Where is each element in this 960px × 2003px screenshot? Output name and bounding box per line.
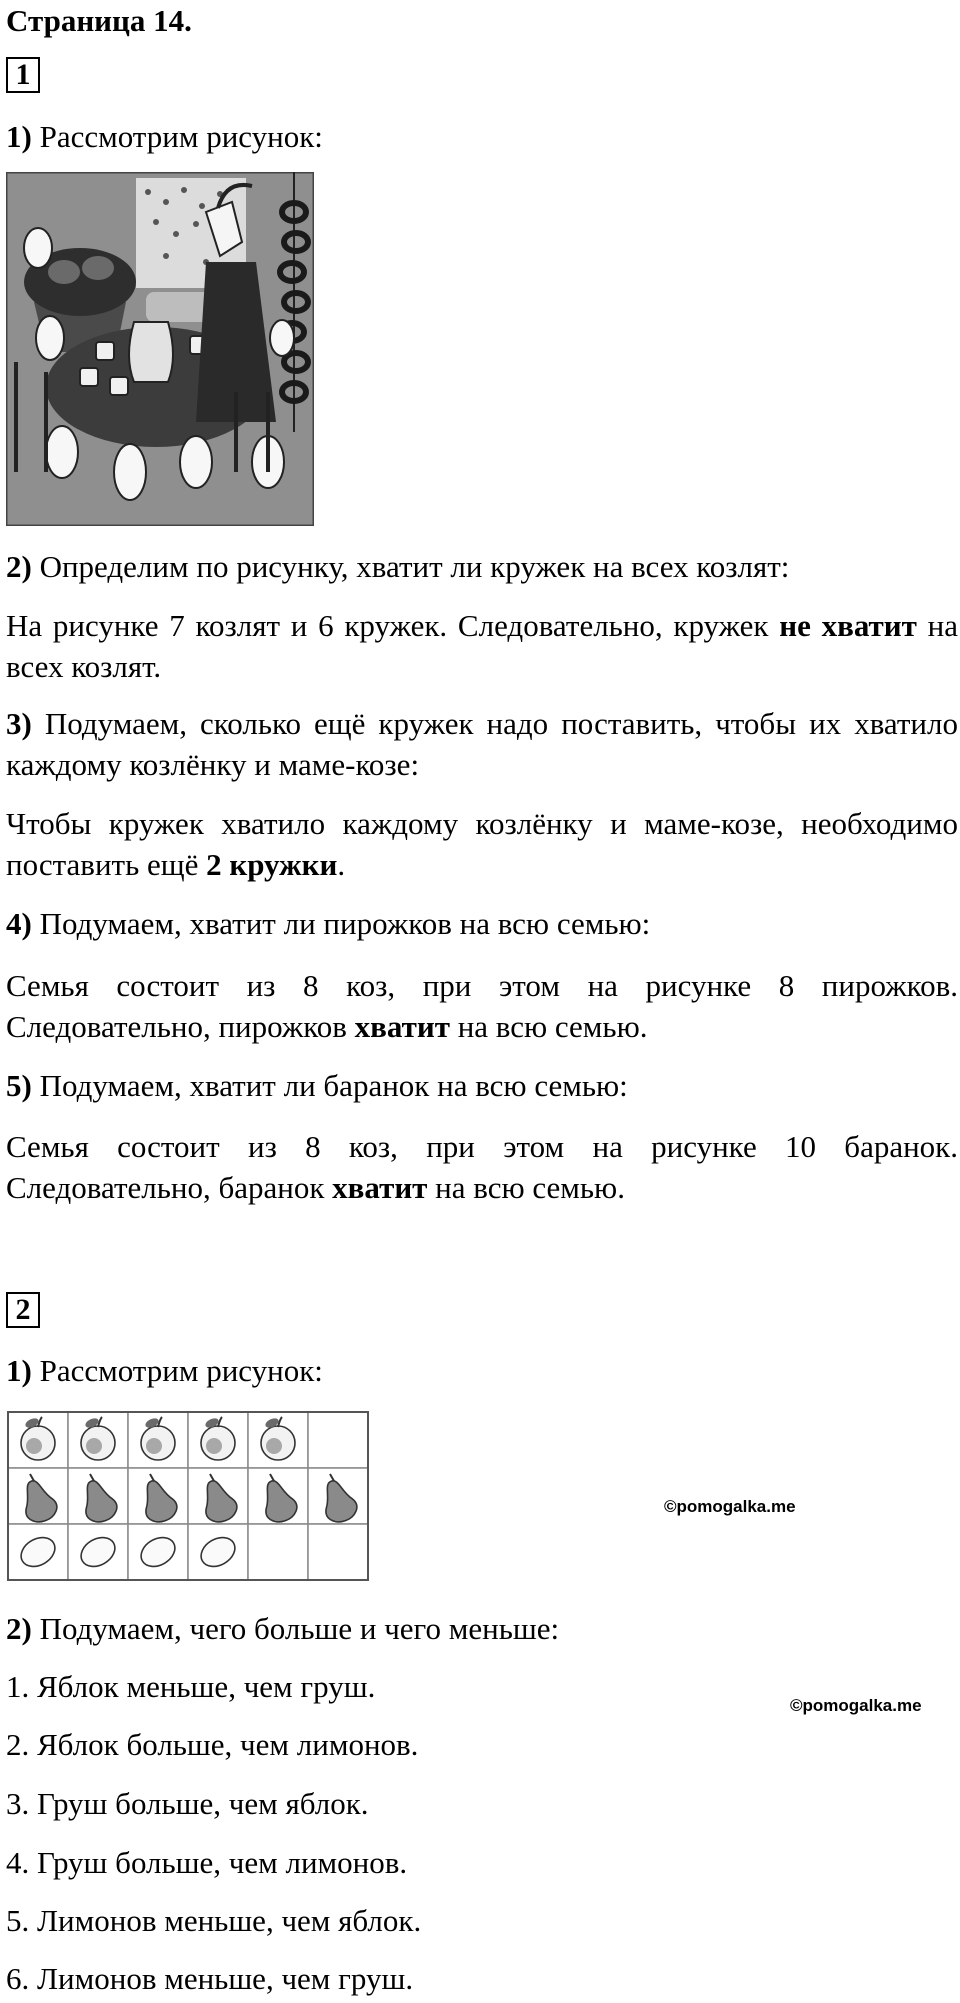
page-title: Страница 14. — [6, 3, 192, 38]
answer-text: Семья состоит из 8 коз, при этом на рисунке 8 пирожков. Следовательно, пирожков — [6, 968, 958, 1044]
task2-step1 — [6, 1350, 958, 1391]
apple-shade — [86, 1438, 102, 1454]
task-number-1: 1 — [6, 57, 40, 93]
answer-bold: 2 кружки — [206, 847, 338, 882]
answer-bold: хватит — [354, 1009, 450, 1044]
goats-tea-party-illustration — [6, 172, 314, 526]
step-text: Рассмотрим рисунок: — [31, 119, 323, 154]
task1-answer2 — [6, 605, 958, 687]
fruit-grid-illustration — [6, 1410, 406, 1584]
apple-shade — [266, 1438, 282, 1454]
comparison-item-1: 1. Яблок меньше, чем груш. — [6, 1669, 376, 1704]
step-number: 1) — [6, 119, 32, 154]
task1-step2 — [6, 546, 958, 587]
answer-text: Чтобы кружек хватило каждому козлёнку и маме-козе, необходимо поставить ещё — [6, 806, 958, 882]
apple-shade — [146, 1438, 162, 1454]
comparison-item-3: 3. Груш больше, чем яблок. — [6, 1786, 369, 1821]
answer-text: на всех козлят. — [6, 608, 958, 684]
task1-answer3 — [6, 803, 958, 885]
step-text: Рассмотрим рисунок: — [31, 1353, 323, 1388]
answer-bold: не хватит — [779, 608, 917, 643]
task-number-2: 2 — [6, 1292, 40, 1328]
task1-answer4 — [6, 965, 958, 1047]
task2-step2 — [6, 1608, 958, 1649]
comparison-item-2: 2. Яблок больше, чем лимонов. — [6, 1727, 419, 1762]
step-text: Подумаем, чего больше и чего меньше: — [31, 1611, 560, 1646]
watermark: ©pomogalka.me — [790, 1696, 922, 1715]
step-number: 4) — [6, 906, 32, 941]
step-text: Подумаем, сколько ещё кружек надо поставить, чтобы их хватило каждому козлёнку и маме-козе: — [6, 706, 958, 782]
watermark: ©pomogalka.me — [664, 1497, 796, 1516]
grid-cell — [248, 1524, 308, 1580]
step-number: 2) — [6, 549, 32, 584]
grid-cell — [308, 1412, 368, 1468]
task1-step4 — [6, 903, 958, 944]
answer-text: на всю семью. — [449, 1009, 648, 1044]
answer-text: Семья состоит из 8 коз, при этом на рисунке 10 баранок. Следовательно, баранок — [6, 1129, 958, 1205]
answer-text: . — [337, 847, 346, 882]
apple-shade — [26, 1438, 42, 1454]
comparison-item-5: 5. Лимонов меньше, чем яблок. — [6, 1903, 422, 1938]
answer-text: на всю семью. — [427, 1170, 625, 1205]
step-number: 1) — [6, 1353, 32, 1388]
answer-bold: хватит — [332, 1170, 428, 1205]
task1-answer5 — [6, 1126, 958, 1208]
step-text: Подумаем, хватит ли баранок на всю семью: — [31, 1068, 628, 1103]
step-text: Подумаем, хватит ли пирожков на всю семью: — [31, 906, 651, 941]
step-text: Определим по рисунку, хватит ли кружек на всех козлят: — [31, 549, 790, 584]
task1-step1 — [6, 116, 958, 157]
comparison-item-4: 4. Груш больше, чем лимонов. — [6, 1845, 408, 1880]
step-number: 5) — [6, 1068, 32, 1103]
step-number: 2) — [6, 1611, 32, 1646]
task1-step3 — [6, 703, 958, 785]
apple-shade — [206, 1438, 222, 1454]
answer-text: На рисунке 7 козлят и 6 кружек. Следовательно, кружек — [6, 608, 780, 643]
task1-step5 — [6, 1065, 958, 1106]
comparison-item-6: 6. Лимонов меньше, чем груш. — [6, 1961, 414, 1996]
grid-cell — [308, 1524, 368, 1580]
step-number: 3) — [6, 706, 32, 741]
